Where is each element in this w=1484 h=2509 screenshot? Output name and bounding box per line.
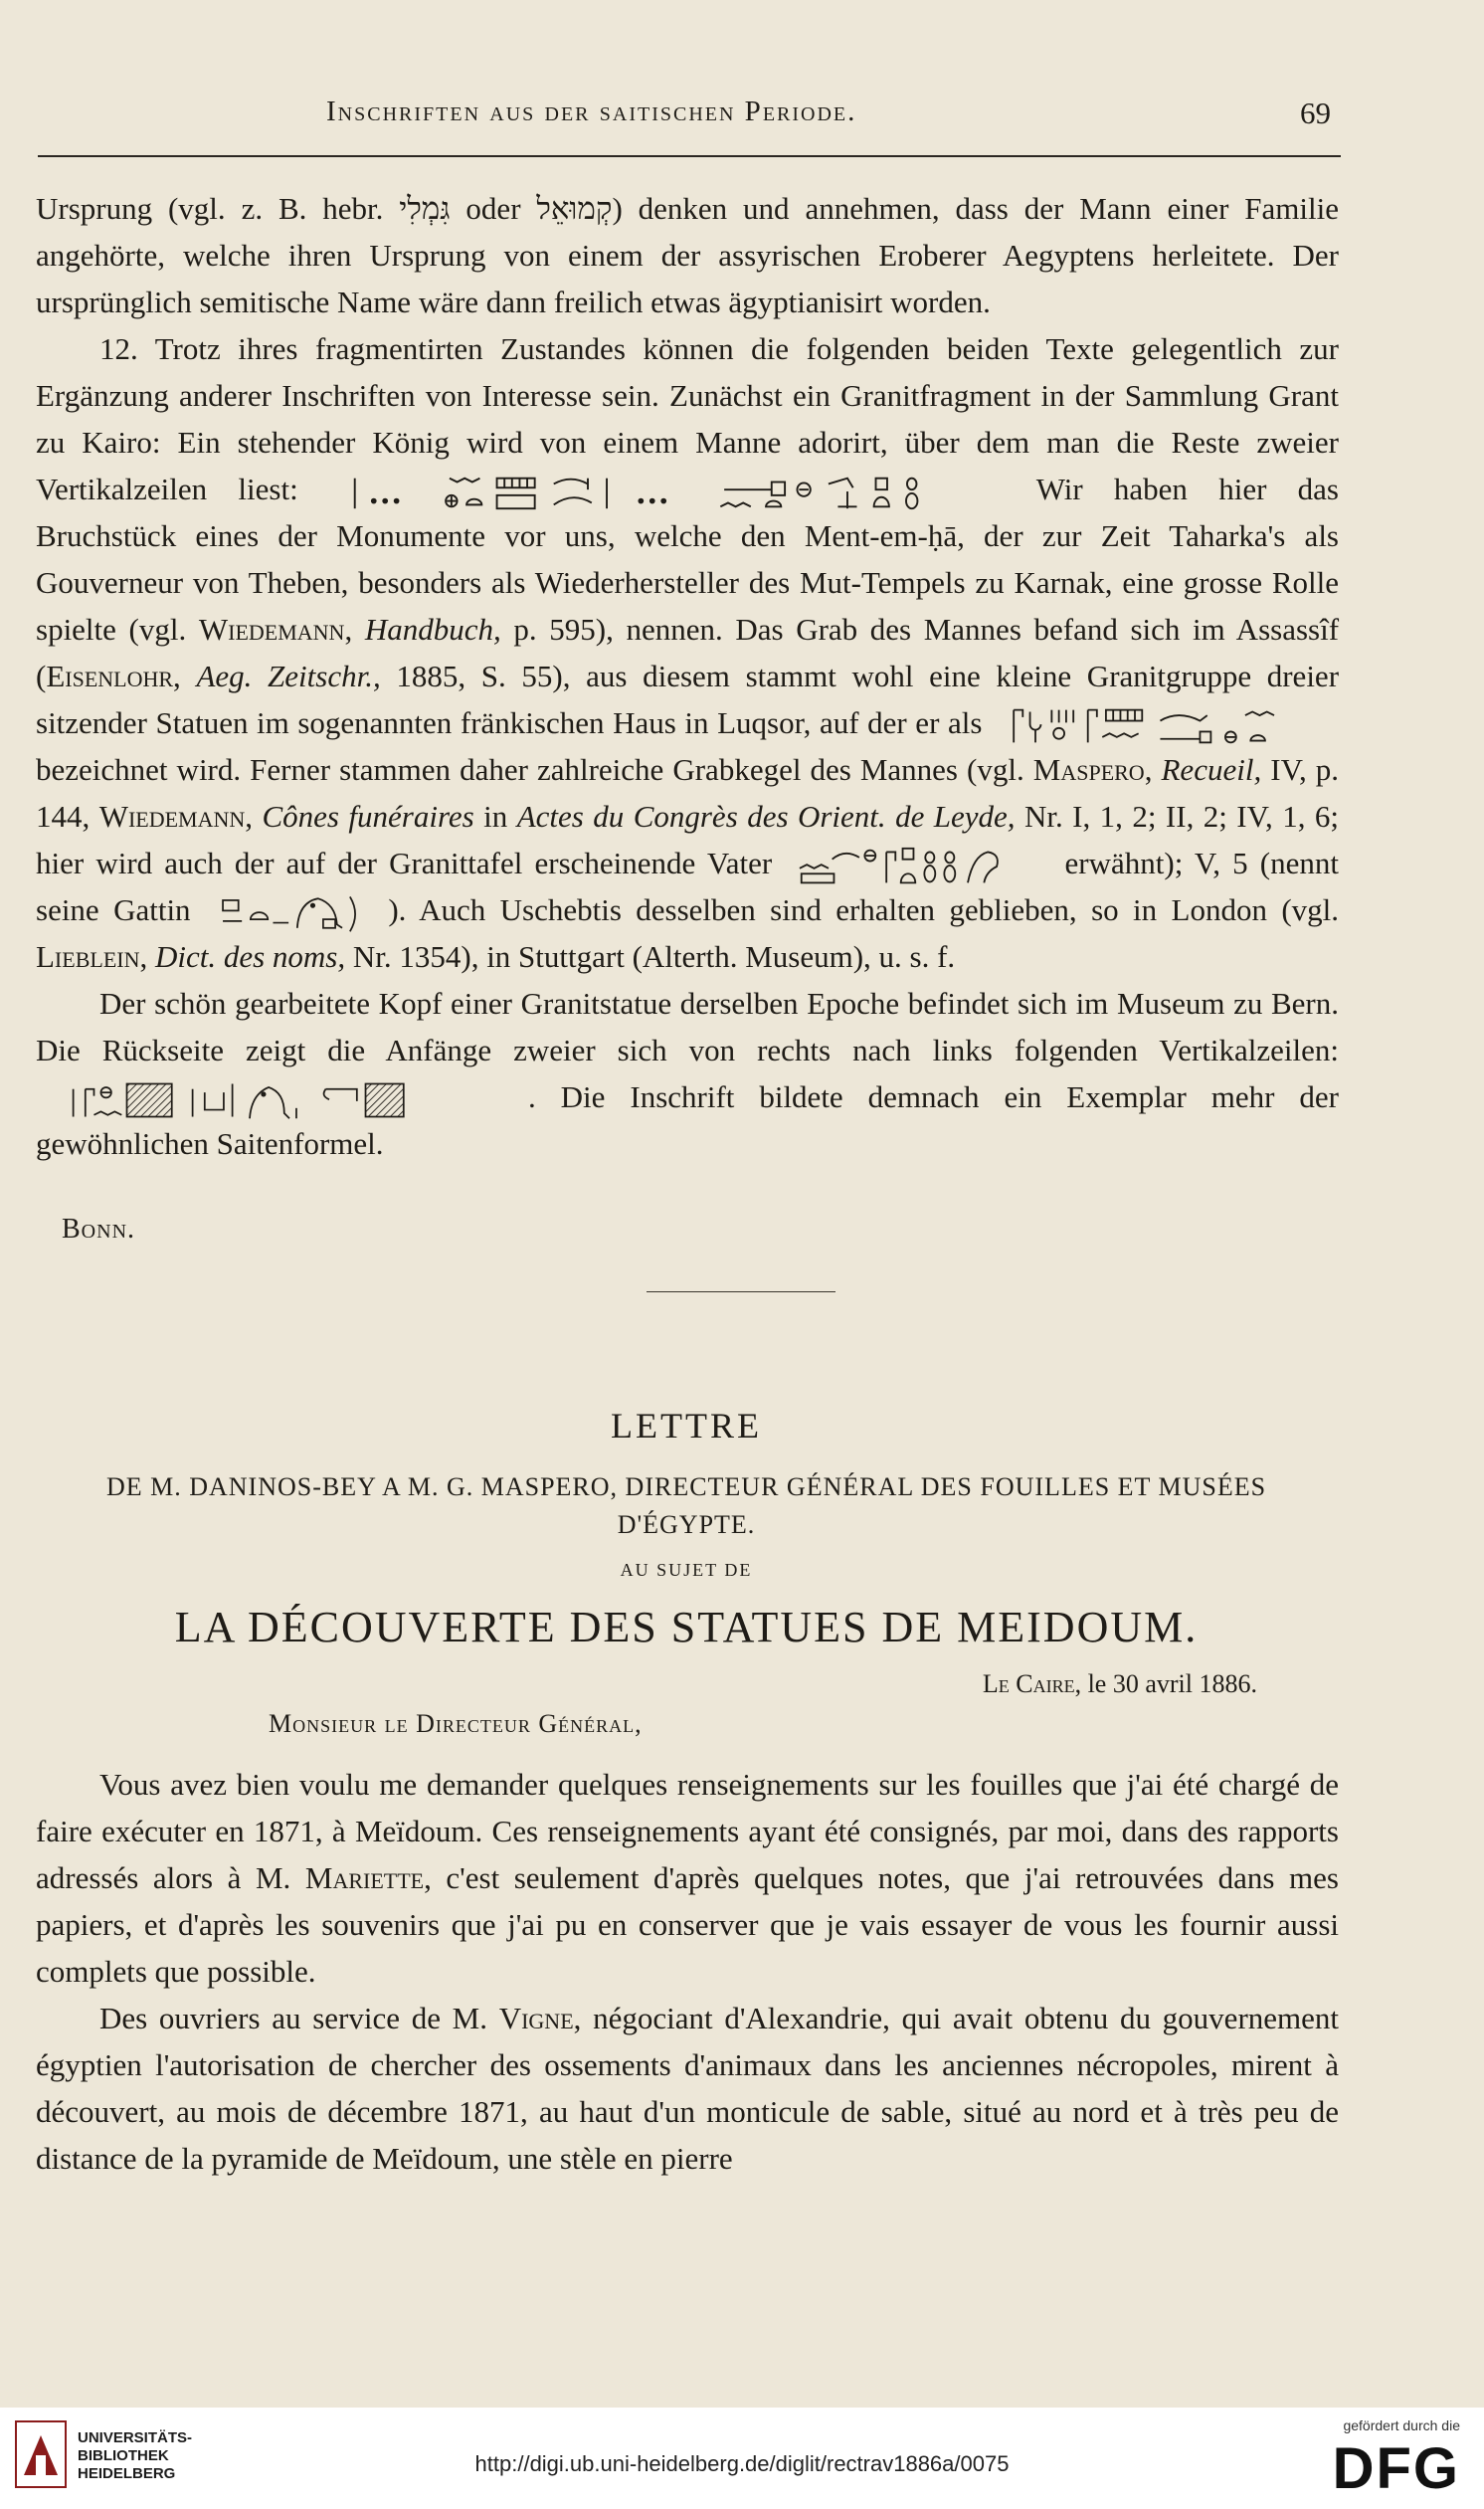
letter-body bbox=[36, 1761, 1339, 2182]
running-title: Inschriften aus der saitischen Periode. bbox=[326, 96, 857, 127]
paragraph-text: Des ouvriers au service de M. bbox=[99, 2001, 499, 2035]
author-name: Lieblein bbox=[36, 939, 140, 974]
paragraph-text: bezeichnet wird. Ferner stammen daher zahlreiche Grabkegel des Mannes (vgl. bbox=[36, 752, 1033, 787]
paragraph bbox=[36, 1761, 1339, 1995]
paragraph-text: Nr. 1354), in Stuttgart (Alterth. Museum), u. s. f. bbox=[345, 939, 956, 974]
hieroglyph-bern-inscription-icon bbox=[36, 1080, 503, 1120]
letter-subtitle: DE M. DANINOS-BEY A M. G. MASPERO, DIRECTEUR GÉNÉRAL DES FOUILLES ET MUSÉES D'ÉGYPTE. bbox=[105, 1472, 1267, 1539]
work-title: Recueil, bbox=[1161, 752, 1262, 787]
hieroglyph-wife-name-icon bbox=[205, 893, 374, 933]
article-text bbox=[36, 185, 1339, 1167]
letter-subject-label: AU SUJET DE bbox=[620, 1560, 753, 1580]
signoff-place: Bonn. bbox=[62, 1214, 136, 1245]
header-rule bbox=[38, 155, 1341, 157]
dateline-date: le 30 avril 1886. bbox=[1081, 1669, 1257, 1698]
person-name: Vigne bbox=[498, 2001, 574, 2035]
paragraph-text: , c'est seulement d'après quelques notes, que j'ai retrouvées dans mes papiers, et d'après les souvenirs que j'ai pu en conserver que je vais essayer de vous les fournir aussi complets que possible. bbox=[36, 1860, 1339, 1989]
work-title: Handbuch, bbox=[364, 612, 501, 647]
paragraph bbox=[36, 980, 1339, 1167]
work-title: Dict. des noms, bbox=[154, 939, 346, 974]
letter-main-title: LA DÉCOUVERTE DES STATUES DE MEIDOUM. bbox=[174, 1603, 1199, 1651]
paragraph-text: 1885, S. 55), aus diesem stammt wohl eine kleine Granitgruppe dreier sitzender Statuen im sogenannten fränkischen Haus in Luqsor, auf der er als bbox=[36, 659, 1340, 740]
paragraph-text: , négociant d'Alexandrie, qui avait obtenu du gouvernement égyptien l'autorisation de chercher des ossements d'animaux dans les anciennes nécropoles, mirent à découvert, au mois de décembre 1871, au haut d'un monticule de sable, situé au nord et à très peu de distance de la pyramide de Meïdoum, une stèle en pierre bbox=[36, 2001, 1340, 2176]
author-name: Eisenlohr bbox=[46, 659, 174, 693]
paragraph-text: Vous avez bien voulu me demander quelques renseignements sur les fouilles que j'ai été chargé de faire exécuter en 1871, à Meïdoum. Ces renseignements ayant été consignés, par moi, dans des rapports adressés alors à M. bbox=[36, 1767, 1339, 1895]
dateline bbox=[983, 1669, 1257, 1699]
author-name: Maspero bbox=[1032, 752, 1145, 787]
paragraph: 12. Trotz ihres fragmentirten Zustandes können die folgenden beiden Texte gelegentlich zur Ergänzung anderer Inschriften von Interesse sein. Zunächst ein Granitfragment in der Sammlung Grant zu Kairo: Ein stehender König wird von einem Manne adorirt, über dem man die Reste zweier Vertikalzeilen liest: Wir haben hier das Bruchstück eines der Monumente vor uns, welche den Ment-em-ḥā, der zur Zeit Taharka's als Gouverneur von Theben, besonders als Wiederhersteller des Mut-Tempels zu Karnak, eine grosse Rolle spielte (vgl. Wiedemann, Handbuch, p. 595), nennen. Das Grab des Mannes befand sich im Assassîf (Eisenlohr, Aeg. Zeitschr., 1885, S. 55), aus diesem stammt wohl eine kleine Granitgruppe dreier sitzender Statuen im sogenannten fränkischen Haus in Luqsor, auf der er als bezeichnet wird. Ferner stammen daher zahlreiche Grabkegel des Mannes (vgl. Maspero, Recueil, IV, p. 144, Wiedemann, Cônes funéraires in Actes du Congrès des Orient. de Leyde, Nr. I, 1, 2; II, 2; IV, 1, 6; hier wird auch der auf der Granittafel erscheinende Vater erwähnt); V, 5 (nennt seine Gattin ). Auch Uschebtis desselben sind erhalten geblieben, so in London (vgl. Lieblein, Dict. des noms, Nr. 1354), in Stuttgart (Alterth. Museum), u. s. f. bbox=[36, 331, 1340, 974]
hieroglyph-title-icon bbox=[991, 706, 1339, 746]
letter-title: LETTRE bbox=[611, 1406, 762, 1446]
paragraph-text: 12. Trotz ihres fragmentirten Zustandes können die folgenden beiden Texte gelegentlich zur Ergänzung anderer Inschriften von Interesse sein. Zunächst ein Granitfragment in der Sammlung Grant zu Kairo: Ein stehender König wird von einem Manne adorirt, über dem man die Reste zweier Vertikalzeilen liest: bbox=[36, 331, 1339, 506]
paragraph-text: Ursprung (vgl. z. B. hebr. גִּמְלִי oder קְמוּאֵל) denken und annehmen, dass der Mann einer Familie angehörte, welche ihren Ursprung von einem der assyrischen Eroberer Aegyptens herleitete. Der ursprünglich semitische Name wäre dann freilich etwas ägyptianisirt worden. bbox=[36, 191, 1339, 319]
paragraph-text: Nr. I, 1, 2; II, 2; IV, 1, 6; hier wird auch der auf der Granittafel erscheinende Vater bbox=[36, 799, 1339, 880]
person-name: Mariette bbox=[304, 1860, 425, 1895]
library-name-line: HEIDELBERG bbox=[78, 2465, 176, 2482]
page-number: 69 bbox=[1300, 96, 1331, 130]
dfg-logo[interactable]: DFG bbox=[1332, 2436, 1460, 2501]
paragraph-text: . Die Inschrift bildete demnach ein Exemplar mehr der gewöhnlichen Saitenformel. bbox=[36, 1079, 1339, 1161]
paragraph-text: in bbox=[473, 799, 517, 834]
library-name-line: BIBLIOTHEK bbox=[78, 2447, 169, 2464]
paragraph-text: Der schön gearbeitete Kopf einer Granitstatue derselben Epoche befindet sich im Museum zu Bern. Die Rückseite zeigt die Anfänge zweier sich von rechts nach links folgenden Vertikalzeilen: bbox=[36, 986, 1339, 1067]
paragraph-text: IV, p. 144, bbox=[36, 752, 1339, 834]
dateline-place: Le Caire, bbox=[982, 1669, 1082, 1698]
salutation: Monsieur le Directeur Général, bbox=[269, 1709, 643, 1738]
paragraph-text: p. 595), nennen. Das Grab des Mannes befand sich im Assassîf ( bbox=[36, 612, 1340, 693]
work-title: Actes du Congrès des Orient. de Leyde, bbox=[516, 799, 1016, 834]
paragraph bbox=[36, 185, 1339, 325]
paragraph-text: erwähnt); V, 5 (nennt seine Gattin bbox=[36, 846, 1340, 927]
author-name: Wiedemann bbox=[198, 612, 345, 647]
permalink-url[interactable]: http://digi.ub.uni-heidelberg.de/diglit/rectrav1886a/0075 bbox=[474, 2451, 1010, 2476]
work-title: Cônes funéraires bbox=[262, 799, 474, 834]
paragraph bbox=[36, 1995, 1339, 2182]
paragraph-text: Wir haben hier das Bruchstück eines der Monumente vor uns, welche den Ment-em-ḥā, der zur Zeit Taharka's als Gouverneur von Theben, besonders als Wiederhersteller des Mut-Tempels zu Karnak, eine grosse Rolle spielte (vgl. bbox=[36, 472, 1339, 647]
author-name: Wiedemann bbox=[98, 799, 246, 834]
section-divider bbox=[647, 1291, 835, 1292]
paragraph-text: ). Auch Uschebtis desselben sind erhalten geblieben, so in London (vgl. bbox=[388, 892, 1340, 927]
library-name-line: UNIVERSITÄTS- bbox=[78, 2429, 193, 2446]
running-head bbox=[38, 96, 1331, 145]
work-title: Aeg. Zeitschr., bbox=[196, 659, 381, 693]
hieroglyph-father-name-icon bbox=[784, 847, 1052, 886]
hieroglyph-inscription-icon bbox=[329, 473, 1006, 512]
funding-note: gefördert durch die bbox=[1343, 2417, 1460, 2433]
